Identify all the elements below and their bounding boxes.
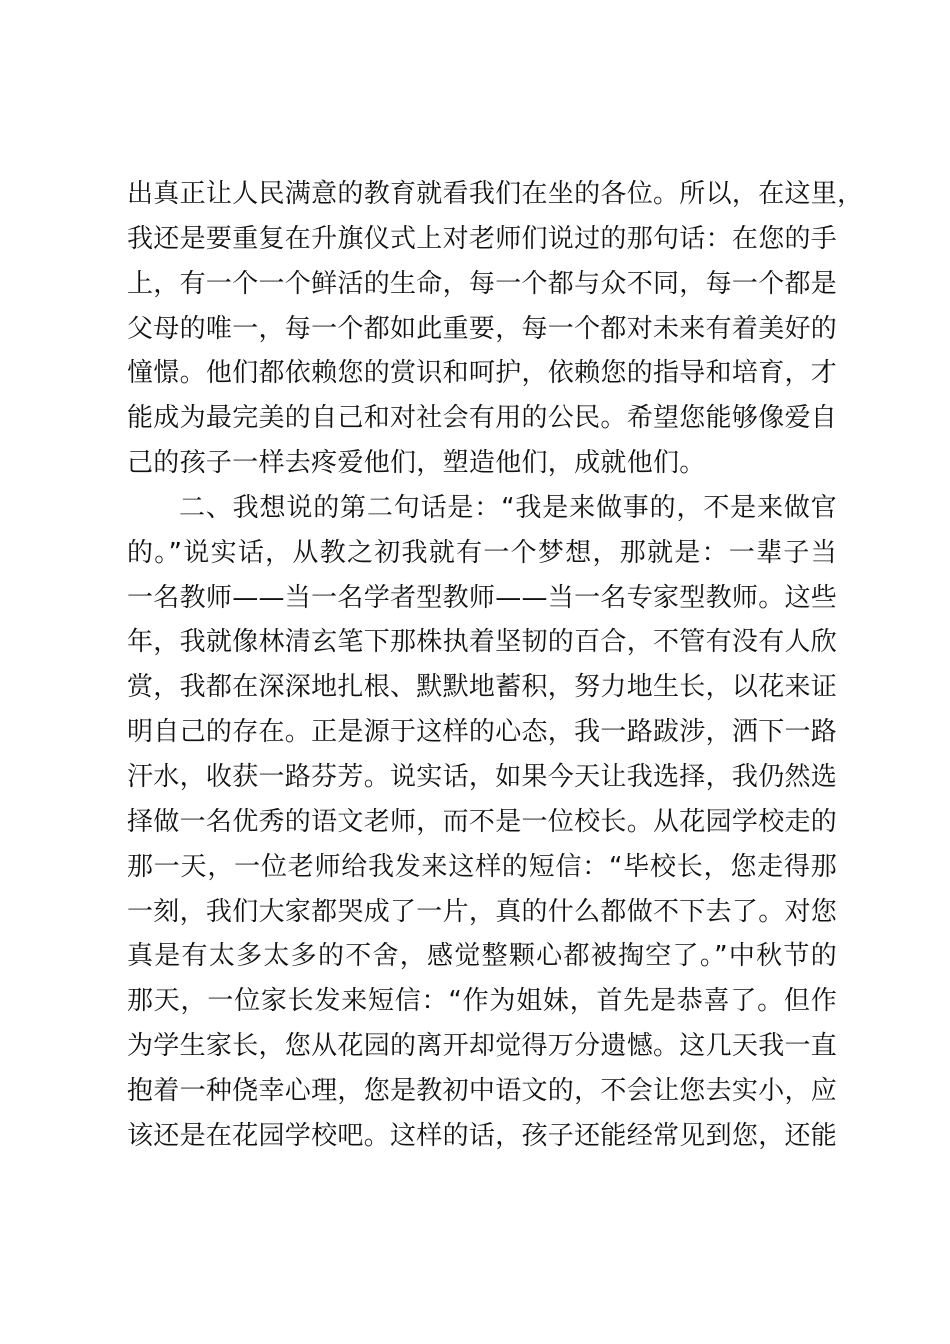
text-line: 那天，一位家长发来短信：“作为姐妹，首先是恭喜了。但作 xyxy=(127,986,837,1017)
text-line: 年，我就像林清玄笔下那株执着坚韧的百合，不管有没有人欣 xyxy=(127,627,838,658)
text-line: 那一天，一位老师给我发来这样的短信：“毕校长，您走得那 xyxy=(127,851,837,882)
text-line: 父母的唯一，每一个都如此重要，每一个都对未来有着美好的 xyxy=(127,313,838,344)
text-line: 能成为最完美的自己和对社会有用的公民。希望您能够像爱自 xyxy=(127,403,838,434)
text-line: 该还是在花园学校吧。这样的话，孩子还能经常见到您，还能 xyxy=(127,1120,838,1151)
text-line: 我还是要重复在升旗仪式上对老师们说过的那句话：在您的手 xyxy=(127,223,838,254)
text-line: 一刻，我们大家都哭成了一片，真的什么都做不下去了。对您 xyxy=(127,896,838,927)
text-line: 赏，我都在深深地扎根、默默地蓄积，努力地生长，以花来证 xyxy=(127,672,838,703)
paragraph-start-line: 二、我想说的第二句话是：“我是来做事的，不是来做官 xyxy=(179,492,837,523)
text-line: 汗水，收获一路芬芳。说实话，如果今天让我选择，我仍然选 xyxy=(127,761,838,792)
text-line: 的。”说实话，从教之初我就有一个梦想，那就是：一辈子当 xyxy=(127,537,837,568)
text-line: 憧憬。他们都依赖您的赏识和呵护，依赖您的指导和培育，才 xyxy=(127,358,838,389)
text-line: 抱着一种侥幸心理，您是教初中语文的，不会让您去实小，应 xyxy=(127,1075,838,1106)
text-line: 真是有太多太多的不舍，感觉整颗心都被掏空了。”中秋节的 xyxy=(127,941,837,972)
body-text xyxy=(127,172,864,1159)
text-line: 一名教师——当一名学者型教师——当一名专家型教师。这些 xyxy=(127,582,838,613)
text-line: 出真正让人民满意的教育就看我们在坐的各位。所以，在这里， xyxy=(127,179,864,209)
text-line: 择做一名优秀的语文老师，而不是一位校长。从花园学校走的 xyxy=(127,806,838,837)
text-line: 己的孩子一样去疼爱他们，塑造他们，成就他们。 xyxy=(127,448,706,479)
text-line: 为学生家长，您从花园的离开却觉得万分遗憾。这几天我一直 xyxy=(127,1031,838,1062)
text-line: 明自己的存在。正是源于这样的心态，我一路跋涉，洒下一路 xyxy=(127,717,838,748)
text-line: 上，有一个一个鲜活的生命，每一个都与众不同，每一个都是 xyxy=(127,268,838,299)
